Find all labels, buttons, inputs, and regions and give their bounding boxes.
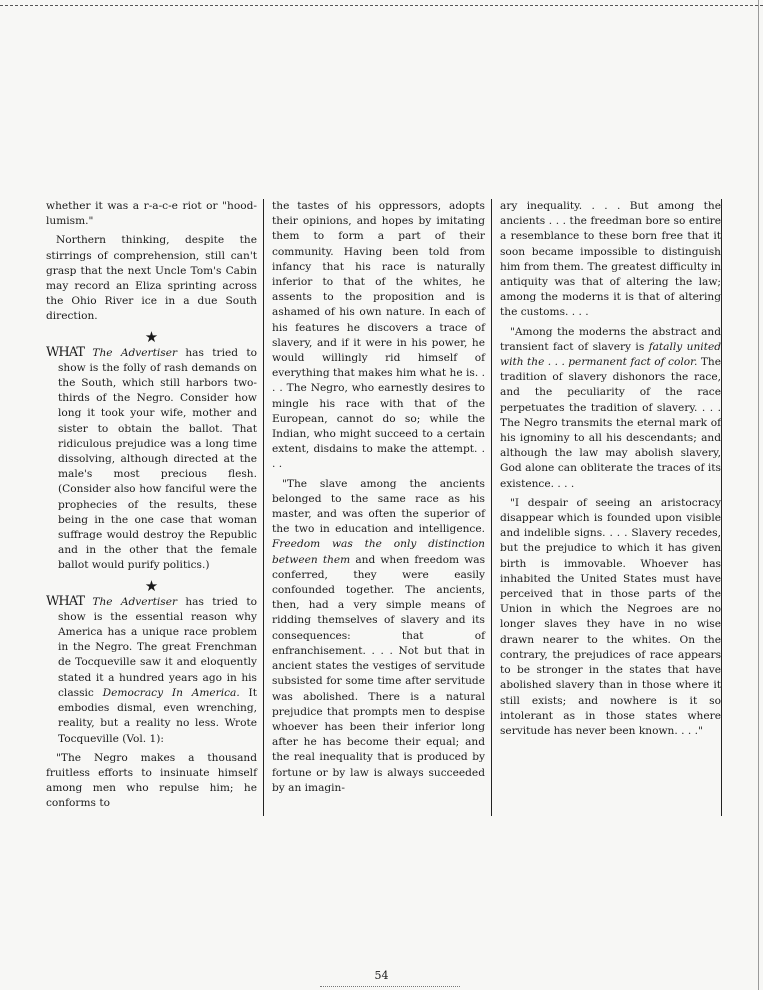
article-columns bbox=[46, 199, 722, 816]
publication-name: The Advertiser bbox=[92, 346, 178, 359]
paragraph: "The Negro makes a thousand fruitless efforts to insinuate himself among men who repulse him; he conforms to bbox=[46, 751, 257, 810]
paragraph bbox=[46, 345, 257, 574]
paragraph bbox=[500, 325, 721, 492]
paragraph: ary inequality. . . . But among the ancients . . . the freedman bore so entire a resemblance to these born free that it soon became impossible to distinguish him from them. The greatest difficulty in antiquity was that of altering the law; among the moderns it is that of altering the customs. . . . bbox=[500, 200, 721, 319]
column-3 bbox=[492, 199, 722, 816]
paragraph-text: The tradition of slavery dishonors the race, and the peculiarity of the race perpetuates the tradition of slavery. . . . The Negro transmits the eternal mark of his ignominy to all his descendants; and although the law may abolish slavery, God alone can obliterate the traces of its existence. . . . bbox=[500, 356, 721, 490]
paragraph: Northern thinking, despite the stirrings of comprehension, still can't grasp that the next Uncle Tom's Cabin may record an Eliza sprinting across the Ohio River ice in a due South direction. bbox=[46, 234, 257, 323]
paragraph-text: "The slave among the ancients belonged to the same race as his master, and was often the superior of the two in education and intelligence. bbox=[272, 477, 485, 536]
paragraph-text: has tried to show is the essential reason why America has a unique race problem in the Negro. The great Frenchman de Tocqueville saw it and eloquently stated it a hundred years ago in his classic bbox=[58, 595, 257, 699]
paragraph: "I despair of seeing an aristocracy disappear which is founded upon visible and indelible signs. . . . Slavery recedes, but the prejudice to which it has given birth is immovable. Whoever has inhabited the United States must have perceived that in those parts of the Union in which the Negroes are no longer slaves they have in no wise drawn nearer to the whites. On the contrary, the prejudices of race appears to be stronger in the states that have abolished slavery than in those where it still exists; and nowhere is it so intolerant as in those states where servitude has never been known. . . ." bbox=[500, 496, 721, 737]
paragraph-text: "Among the moderns the abstract and transient fact of slavery is bbox=[500, 325, 721, 353]
paragraph-text: and when freedom was conferred, they were easily confounded together. The ancients, then, had a very simple means of ridding themselves of slavery and its consequences: that of enfranchisement. . . . Not but that in ancient states the vestiges of servitude subsisted for some time after servitude was abolished. There is a natural prejudice that prompts men to despise whoever has been their inferior long after he has become their equal; and the real inequality that is produced by fortune or by law is always succeeded by an imagin- bbox=[272, 553, 486, 794]
column-1 bbox=[46, 199, 264, 816]
paragraph-text: has tried to show is the folly of rash demands on the South, which still harbors two-thirds of the Negro. Consider how long it took your wife, mother and sister to obtain the ballot. That ridiculous prejudice was a long time dissolving, although directed at the male's most precious flesh. (Consider also how fanciful were the prophecies of the results, these being in the one case that woman suffrage would destroy the Republic and in the other that the female ballot would purify politics.) bbox=[58, 346, 257, 572]
paragraph bbox=[272, 477, 485, 796]
column-2 bbox=[264, 199, 492, 816]
star-ornament-icon: ★ bbox=[144, 576, 159, 595]
lead-word: WHAT bbox=[46, 344, 85, 360]
top-border-rule bbox=[0, 5, 763, 6]
bottom-dotted-rule bbox=[320, 986, 460, 987]
paragraph: the tastes of his oppressors, adopts their opinions, and hopes by imitating them to form a part of their community. Having been told from infancy that his race is naturally inferior to that of the whites, he assents to the proposition and is ashamed of his own nature. In each of his features he discovers a trace of slavery, and if it were in his power, he would willingly rid himself of everything that makes him what he is. . . . The Negro, who earnestly desires to mingle his race with that of the European, cannot do so; while the Indian, who might succeed to a certain extent, disdains to make the attempt. . . . bbox=[272, 200, 485, 471]
emphasis-text: Freedom was the only distinction between them bbox=[272, 538, 485, 566]
publication-name: The Advertiser bbox=[92, 595, 178, 608]
paragraph-text: It embodies dismal, even wrenching, reality, but a reality no less. Wrote Tocqueville (Vol. 1): bbox=[58, 686, 257, 745]
emphasis-text: fatally united with the . . . permanent fact of color. bbox=[500, 340, 722, 369]
lead-word: WHAT bbox=[46, 593, 85, 609]
paragraph bbox=[46, 594, 257, 747]
page-number: 54 bbox=[374, 969, 389, 982]
book-title: Democracy In America. bbox=[102, 686, 240, 699]
paragraph: whether it was a r-a-c-e riot or "hood-lumism." bbox=[46, 200, 257, 228]
star-ornament-icon: ★ bbox=[144, 327, 159, 346]
right-border-rule bbox=[758, 0, 759, 990]
